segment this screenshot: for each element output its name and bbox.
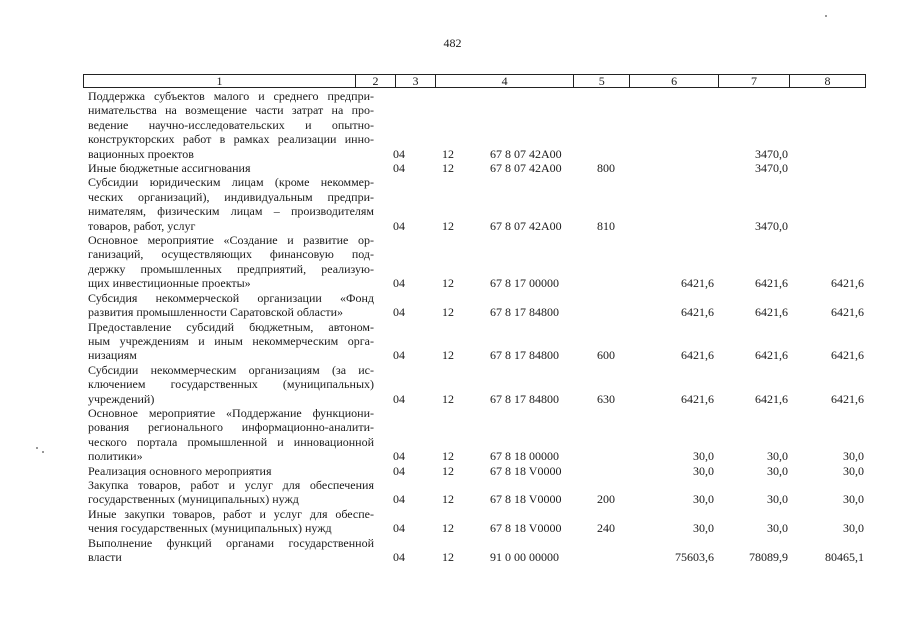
cell-col-5: 810 xyxy=(597,218,615,233)
cell-col-2: 04 xyxy=(393,161,405,176)
table-row xyxy=(0,478,905,507)
cell-col-2: 04 xyxy=(393,348,405,363)
cell-col-3: 12 xyxy=(442,305,454,320)
table-body xyxy=(0,89,905,564)
header-col-8: 8 xyxy=(824,74,831,88)
cell-col-5: 600 xyxy=(597,348,615,363)
cell-col-7: 6421,6 xyxy=(755,348,788,363)
row-values xyxy=(0,219,905,233)
cell-col-2: 04 xyxy=(393,449,405,464)
cell-col-4: 67 8 18 V0000 xyxy=(490,492,562,507)
table-header xyxy=(83,74,866,88)
cell-col-5: 200 xyxy=(597,492,615,507)
cell-col-7: 30,0 xyxy=(767,449,788,464)
cell-col-8: 6421,6 xyxy=(831,348,864,363)
description-line: Закупка товаров, работ и услуг для обеспечения xyxy=(88,477,374,492)
cell-col-4: 67 8 17 00000 xyxy=(490,276,559,291)
cell-col-3: 12 xyxy=(442,391,454,406)
cell-col-6: 30,0 xyxy=(693,492,714,507)
description-line: нимателям, физическим лицам – производителям xyxy=(88,204,374,219)
header-col-2: 2 xyxy=(356,75,396,87)
header-col-3: 3 xyxy=(396,75,436,87)
description-line: ганизаций, осуществляющих финансовую под- xyxy=(88,247,374,262)
cell-col-3: 12 xyxy=(442,521,454,536)
table-row xyxy=(0,89,905,161)
description-line: власти xyxy=(88,550,122,564)
header-col-4: 4 xyxy=(436,75,574,87)
cell-col-6: 6421,6 xyxy=(681,348,714,363)
row-values xyxy=(0,147,905,161)
description-line: ческого портала промышленной и инновационной xyxy=(88,434,374,449)
scan-speck xyxy=(36,447,38,449)
table-row xyxy=(0,464,905,478)
description-line: ным учреждениям и иным некоммерческим орга- xyxy=(88,333,374,348)
description-line: развития промышленности Саратовской области» xyxy=(88,305,343,320)
description-line: Субсидии некоммерческим организациям (за ис- xyxy=(88,362,374,377)
description-line: Выполнение функций органами государственной xyxy=(88,535,374,550)
cell-col-3: 12 xyxy=(442,218,454,233)
cell-col-4: 67 8 18 00000 xyxy=(490,449,559,464)
row-values xyxy=(0,449,905,463)
description-line: вационных проектов xyxy=(88,146,194,161)
cell-col-4: 67 8 17 84800 xyxy=(490,391,559,406)
cell-col-6: 6421,6 xyxy=(681,391,714,406)
cell-col-2: 04 xyxy=(393,276,405,291)
table-row xyxy=(0,291,905,320)
description-line: учреждений) xyxy=(88,391,155,406)
cell-col-8: 30,0 xyxy=(843,449,864,464)
cell-col-4: 67 8 18 V0000 xyxy=(490,521,562,536)
cell-col-7: 6421,6 xyxy=(755,391,788,406)
cell-col-3: 12 xyxy=(442,463,454,478)
header-col-7: 7 xyxy=(719,75,790,87)
row-values xyxy=(0,276,905,290)
cell-col-7: 30,0 xyxy=(767,463,788,478)
header-col-6: 6 xyxy=(630,75,719,87)
description-line: товаров, работ, услуг xyxy=(88,218,196,233)
cell-col-7: 30,0 xyxy=(767,521,788,536)
description-line: Основное мероприятие «Создание и развитие ор- xyxy=(88,233,374,248)
table-row xyxy=(0,406,905,464)
description-line: конструкторских работ в рамках реализации инно- xyxy=(88,132,374,147)
row-values xyxy=(0,392,905,406)
cell-col-8: 6421,6 xyxy=(831,391,864,406)
header-col-5: 5 xyxy=(574,75,630,87)
row-values xyxy=(0,464,905,478)
table-row xyxy=(0,363,905,406)
cell-col-2: 04 xyxy=(393,218,405,233)
cell-col-3: 12 xyxy=(442,492,454,507)
cell-col-2: 04 xyxy=(393,305,405,320)
cell-col-5: 630 xyxy=(597,391,615,406)
cell-col-4: 67 8 17 84800 xyxy=(490,305,559,320)
row-values xyxy=(0,348,905,362)
description-line: Поддержка субъектов малого и среднего предпри- xyxy=(88,89,374,103)
cell-col-4: 91 0 00 00000 xyxy=(490,550,559,564)
cell-col-2: 04 xyxy=(393,521,405,536)
cell-col-8: 30,0 xyxy=(843,492,864,507)
cell-col-4: 67 8 07 42A00 xyxy=(490,218,562,233)
cell-col-7: 6421,6 xyxy=(755,305,788,320)
cell-col-7: 78089,9 xyxy=(749,550,788,564)
cell-col-6: 75603,6 xyxy=(675,550,714,564)
cell-col-6: 30,0 xyxy=(693,463,714,478)
description-line: Субсидии юридическим лицам (кроме некоммер- xyxy=(88,175,374,190)
scan-speck xyxy=(42,451,44,453)
cell-col-3: 12 xyxy=(442,161,454,176)
description-line: ведение научно-исследовательских и опытно- xyxy=(88,117,374,132)
description-line: щих инвестиционные проекты» xyxy=(88,276,251,291)
cell-col-8: 30,0 xyxy=(843,463,864,478)
row-values xyxy=(0,521,905,535)
cell-col-6: 6421,6 xyxy=(681,276,714,291)
description-line: ческих организаций), индивидуальным предпри- xyxy=(88,189,374,204)
table-row xyxy=(0,536,905,565)
cell-col-3: 12 xyxy=(442,276,454,291)
cell-col-5: 240 xyxy=(597,521,615,536)
cell-col-6: 30,0 xyxy=(693,521,714,536)
cell-col-4: 67 8 07 42A00 xyxy=(490,146,562,161)
table-row xyxy=(0,175,905,233)
row-values xyxy=(0,550,905,564)
table-row xyxy=(0,320,905,363)
cell-col-8: 80465,1 xyxy=(825,550,864,564)
cell-col-5: 800 xyxy=(597,161,615,176)
description-line: политики» xyxy=(88,449,143,464)
row-values xyxy=(0,492,905,506)
header-col-1: 1 xyxy=(84,75,356,87)
cell-col-8: 6421,6 xyxy=(831,305,864,320)
cell-col-7: 3470,0 xyxy=(755,218,788,233)
cell-col-3: 12 xyxy=(442,550,454,564)
cell-col-2: 04 xyxy=(393,492,405,507)
table-row xyxy=(0,161,905,175)
description-line: Иные бюджетные ассигнования xyxy=(88,161,251,176)
cell-col-8: 30,0 xyxy=(843,521,864,536)
cell-col-4: 67 8 17 84800 xyxy=(490,348,559,363)
table-row xyxy=(0,233,905,291)
cell-col-3: 12 xyxy=(442,348,454,363)
description-line: держку промышленных предприятий, реализую- xyxy=(88,261,374,276)
cell-col-2: 04 xyxy=(393,463,405,478)
cell-col-2: 04 xyxy=(393,391,405,406)
table-row xyxy=(0,507,905,536)
description-line: Реализация основного мероприятия xyxy=(88,463,272,478)
page-number: 482 xyxy=(443,36,462,50)
cell-col-6: 30,0 xyxy=(693,449,714,464)
cell-col-8: 6421,6 xyxy=(831,276,864,291)
description-line: Иные закупки товаров, работ и услуг для обеспе- xyxy=(88,506,374,521)
cell-col-2: 04 xyxy=(393,550,405,564)
description-line: Основное мероприятие «Поддержание функциони- xyxy=(88,405,374,420)
description-line: Субсидия некоммерческой организации «Фонд xyxy=(88,290,374,305)
description-line: ключением государственных (муниципальных) xyxy=(88,377,374,392)
description-line: государственных (муниципальных) нужд xyxy=(88,492,299,507)
description-line: низациям xyxy=(88,348,137,363)
cell-col-4: 67 8 07 42A00 xyxy=(490,161,562,176)
cell-col-7: 6421,6 xyxy=(755,276,788,291)
cell-col-7: 30,0 xyxy=(767,492,788,507)
cell-col-7: 3470,0 xyxy=(755,161,788,176)
cell-col-7: 3470,0 xyxy=(755,146,788,161)
cell-col-3: 12 xyxy=(442,146,454,161)
description-line: рования регионального информационно-аналити- xyxy=(88,420,374,435)
cell-col-4: 67 8 18 V0000 xyxy=(490,463,562,478)
description-line: Предоставление субсидий бюджетным, автоном- xyxy=(88,319,374,334)
row-values xyxy=(0,161,905,175)
cell-col-2: 04 xyxy=(393,146,405,161)
cell-col-6: 6421,6 xyxy=(681,305,714,320)
row-values xyxy=(0,305,905,319)
description-line: нимательства на возмещение части затрат на про- xyxy=(88,103,374,118)
scan-speck xyxy=(825,15,827,17)
description-line: чения государственных (муниципальных) нужд xyxy=(88,521,332,536)
cell-col-3: 12 xyxy=(442,449,454,464)
